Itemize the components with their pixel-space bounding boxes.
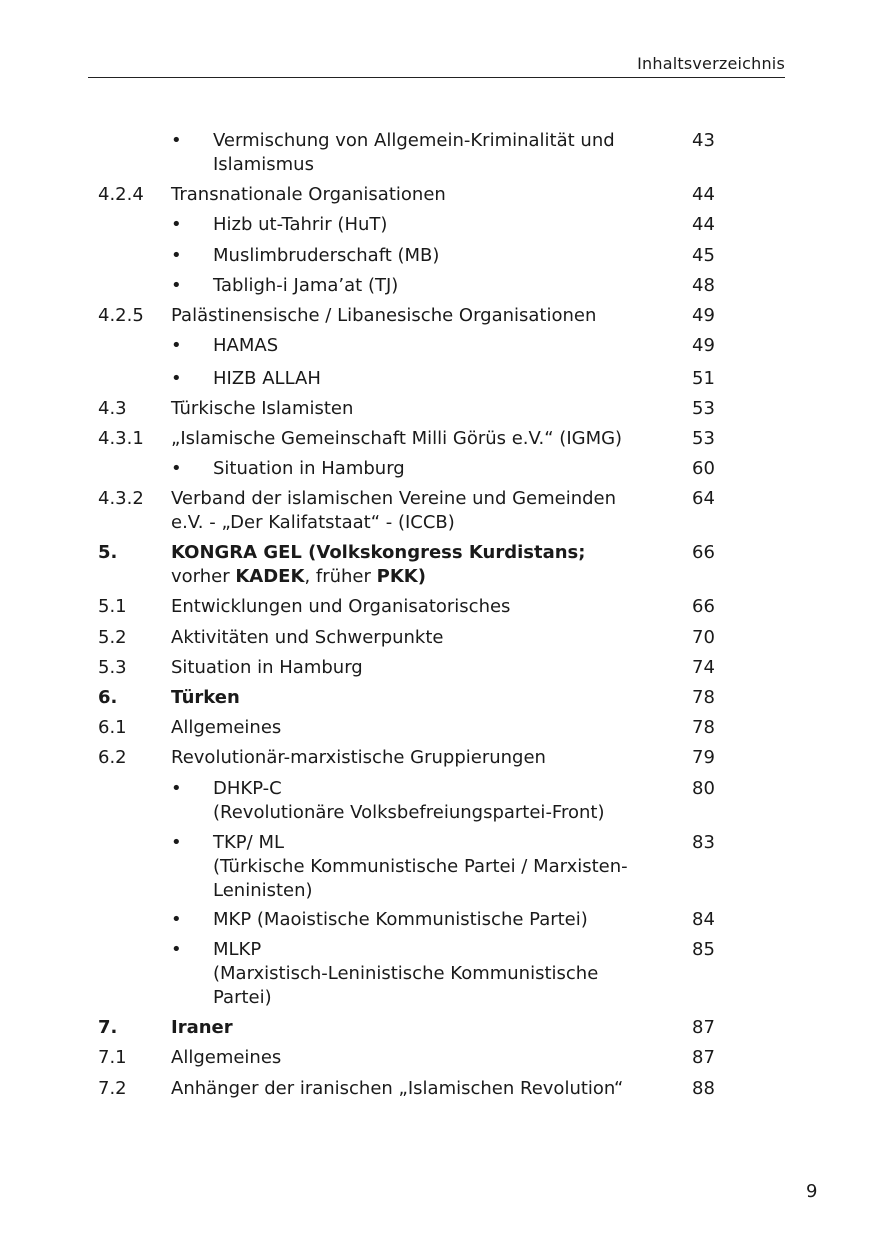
page-number: 80	[692, 778, 715, 799]
entry-title: TKP/ ML (Türkische Kommunistische Partei / Marxisten- Leninisten)	[213, 832, 628, 901]
entry-title: Vermischung von Allgemein-Kriminalität und Islamismus	[213, 130, 615, 175]
page-number: 70	[692, 627, 715, 648]
entry-title: Revolutionär-marxistische Gruppierungen	[171, 747, 546, 768]
bullet-icon: •	[171, 335, 182, 356]
page-number: 74	[692, 657, 715, 678]
page-folio: 9	[806, 1181, 818, 1202]
entry-title: Situation in Hamburg	[213, 458, 405, 479]
section-number: 7.2	[98, 1078, 127, 1099]
page-number: 66	[692, 542, 715, 563]
page-number: 84	[692, 909, 715, 930]
section-number: 4.3.1	[98, 428, 144, 449]
page-number: 45	[692, 245, 715, 266]
section-number: 5.3	[98, 657, 127, 678]
section-number: 5.1	[98, 596, 127, 617]
entry-title: Verband der islamischen Vereine und Gemeinden e.V. - „Der Kalifatstaat“ - (ICCB)	[171, 488, 617, 533]
entry-title: Allgemeines	[171, 717, 282, 738]
bullet-icon: •	[171, 832, 182, 853]
page-number: 87	[692, 1017, 715, 1038]
section-number: 4.2.4	[98, 184, 144, 205]
bullet-icon: •	[171, 245, 182, 266]
bullet-icon: •	[171, 214, 182, 235]
page-number: 79	[692, 747, 715, 768]
page-number: 78	[692, 687, 715, 708]
header-title: Inhaltsverzeichnis	[637, 54, 785, 73]
page-number: 51	[692, 368, 715, 389]
bullet-icon: •	[171, 275, 182, 296]
page-number: 83	[692, 832, 715, 853]
entry-title: Transnationale Organisationen	[171, 184, 446, 205]
entry-title: Situation in Hamburg	[171, 657, 363, 678]
entry-title: Entwicklungen und Organisatorisches	[171, 596, 511, 617]
entry-title: Türkische Islamisten	[171, 398, 354, 419]
entry-title: KONGRA GEL (Volkskongress Kurdistans; vorher KADEK, früher PKK)	[171, 542, 586, 587]
section-number: 6.1	[98, 717, 127, 738]
page-number: 64	[692, 488, 715, 509]
bullet-icon: •	[171, 909, 182, 930]
entry-title: HIZB ALLAH	[213, 368, 321, 389]
section-number: 7.1	[98, 1047, 127, 1068]
bullet-icon: •	[171, 368, 182, 389]
section-number: 4.3.2	[98, 488, 144, 509]
bullet-icon: •	[171, 458, 182, 479]
entry-title: MKP (Maoistische Kommunistische Partei)	[213, 909, 588, 930]
section-number: 4.3	[98, 398, 127, 419]
page-number: 49	[692, 335, 715, 356]
page-number: 49	[692, 305, 715, 326]
chapter-number: 5.	[98, 542, 118, 563]
entry-title: „Islamische Gemeinschaft Milli Görüs e.V.“ (IGMG)	[171, 428, 623, 449]
entry-title: Palästinensische / Libanesische Organisationen	[171, 305, 597, 326]
section-number: 6.2	[98, 747, 127, 768]
section-number: 4.2.5	[98, 305, 144, 326]
bullet-icon: •	[171, 130, 182, 151]
page-number: 78	[692, 717, 715, 738]
page-number: 53	[692, 428, 715, 449]
page-number: 53	[692, 398, 715, 419]
entry-title: Muslimbruderschaft (MB)	[213, 245, 440, 266]
bullet-icon: •	[171, 939, 182, 960]
page-number: 44	[692, 184, 715, 205]
entry-title: MLKP (Marxistisch-Leninistische Kommunistische Partei)	[213, 939, 599, 1008]
entry-title: Iraner	[171, 1017, 233, 1038]
page-number: 48	[692, 275, 715, 296]
entry-title: Allgemeines	[171, 1047, 282, 1068]
page-number: 43	[692, 130, 715, 151]
section-number: 5.2	[98, 627, 127, 648]
entry-title: Aktivitäten und Schwerpunkte	[171, 627, 444, 648]
entry-title: DHKP-C (Revolutionäre Volksbefreiungspartei-Front)	[213, 778, 605, 823]
page-number: 60	[692, 458, 715, 479]
entry-title: Hizb ut-Tahrir (HuT)	[213, 214, 388, 235]
page-number: 87	[692, 1047, 715, 1068]
entry-title: Tabligh-i Jama’at (TJ)	[213, 275, 399, 296]
chapter-number: 7.	[98, 1017, 118, 1038]
entry-title: Türken	[171, 687, 240, 708]
chapter-number: 6.	[98, 687, 118, 708]
entry-title: HAMAS	[213, 335, 279, 356]
entry-title: Anhänger der iranischen „Islamischen Revolution“	[171, 1078, 624, 1099]
page-number: 88	[692, 1078, 715, 1099]
page-number: 44	[692, 214, 715, 235]
bullet-icon: •	[171, 778, 182, 799]
page-number: 85	[692, 939, 715, 960]
page-number: 66	[692, 596, 715, 617]
